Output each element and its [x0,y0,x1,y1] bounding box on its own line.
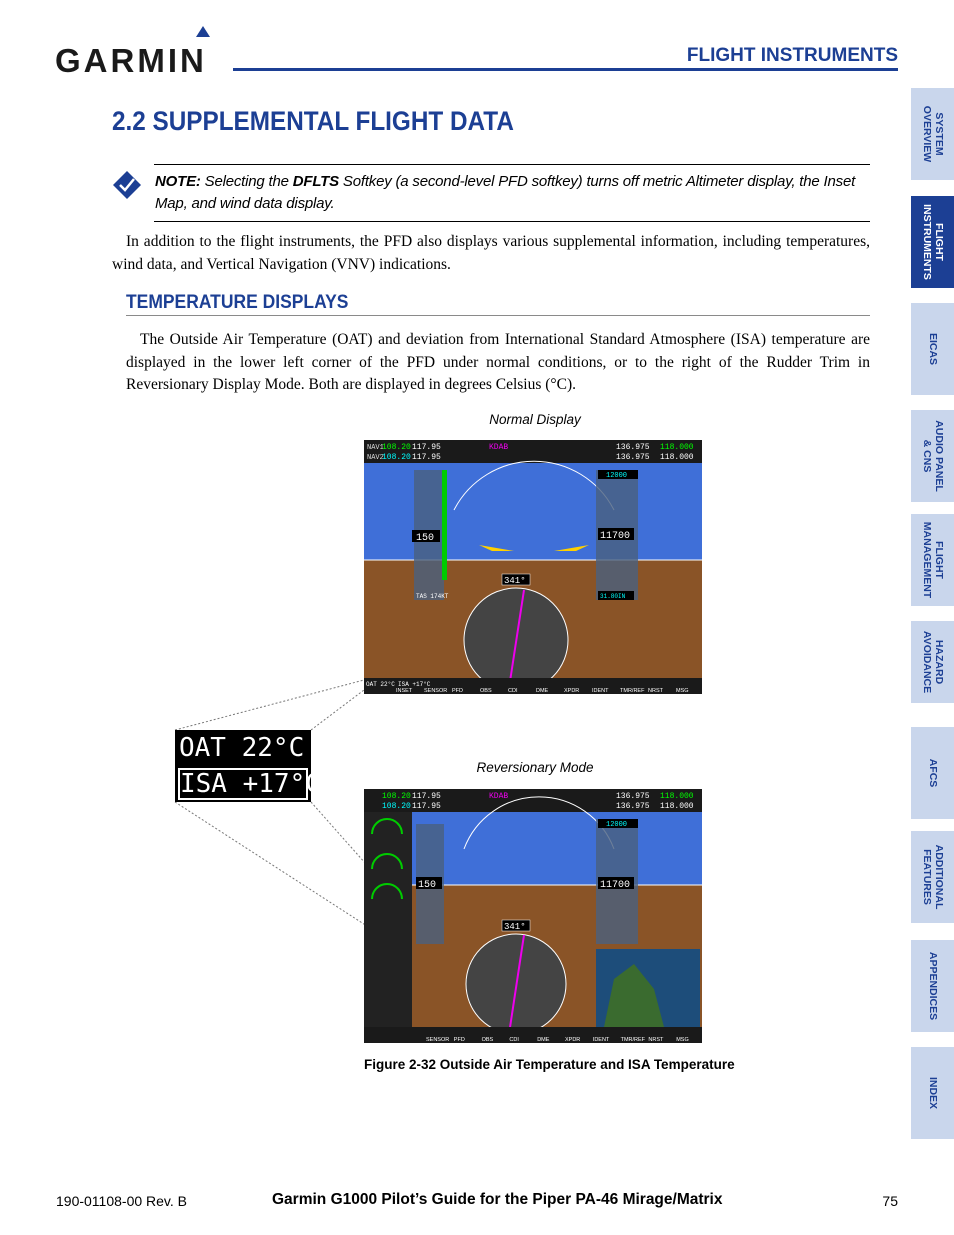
chapter-tab-0[interactable] [911,88,954,180]
chapter-tab-label: INDEX [926,1076,939,1110]
chapter-tab-7[interactable] [911,831,954,923]
svg-text:117.95: 117.95 [412,443,441,452]
chapter-tab-9[interactable] [911,1047,954,1139]
svg-text:12000: 12000 [606,821,628,829]
svg-text:11700: 11700 [600,880,631,891]
oat-isa-zoom [175,730,321,802]
svg-text:150: 150 [416,533,435,544]
svg-text:118.000: 118.000 [660,792,694,801]
pfd-softkey: XPDR [564,688,580,694]
svg-text:117.95: 117.95 [412,453,441,462]
svg-text:150: 150 [418,880,437,891]
chapter-tab-label: HAZARD AVOIDANCE [920,630,945,694]
svg-text:108.20: 108.20 [382,443,411,452]
svg-text:117.95: 117.95 [412,802,441,811]
chapter-tab-4[interactable] [911,514,954,606]
svg-text:12000: 12000 [606,472,628,480]
section-name: FLIGHT INSTRUMENTS [686,45,898,66]
svg-text:OAT 22°C: OAT 22°C [366,681,395,688]
note-softkey: DFLTS [292,173,339,190]
pfd-normal-display [364,440,702,694]
pfd-softkey: DME [536,688,549,694]
svg-text:KDAB: KDAB [489,443,509,452]
pfd-softkey: NRST [648,688,663,694]
svg-text:341°: 341° [504,922,526,932]
page-number: 75 [882,1193,898,1209]
chapter-tab-label: AFCS [926,758,939,788]
pfd-softkey: TMR/REF [620,688,645,694]
pfd-softkey: IDENT [592,688,609,694]
chapter-tab-label: ADDITIONAL FEATURES [920,844,945,910]
svg-text:31.80IN: 31.80IN [600,593,626,600]
pfd-softkey: NRST [648,1037,664,1043]
chapter-tab-5[interactable] [911,621,954,703]
svg-text:NAV1: NAV1 [367,444,384,452]
chapter-tab-6[interactable] [911,727,954,819]
pfd-softkey: OBS [480,688,492,694]
svg-text:108.20: 108.20 [382,802,411,811]
svg-text:136.975: 136.975 [616,792,650,801]
pfd-softkey: IDENT [592,1037,610,1043]
svg-text:136.975: 136.975 [616,443,650,452]
chapter-tab-8[interactable] [911,940,954,1032]
pfd-reversionary-display [364,789,702,1043]
svg-text:118.000: 118.000 [660,453,694,462]
figure-caption: Figure 2-32 Outside Air Temperature and ISA Temperature [364,1057,735,1072]
svg-text:108.20: 108.20 [382,792,411,801]
svg-text:117.95: 117.95 [412,792,441,801]
pfd-softkey: SENSOR [424,688,448,694]
oat-readout: OAT 22°C [179,733,305,763]
svg-text:341°: 341° [504,576,526,586]
normal-display-caption: Normal Display [489,412,581,427]
chapter-tab-label: EICAS [926,332,939,366]
pfd-softkey: INSET [396,688,413,694]
svg-text:KDAB: KDAB [489,792,509,801]
svg-text:ISA +17°C: ISA +17°C [398,681,431,688]
chapter-tab-3[interactable] [911,410,954,502]
pfd-softkey: CDI [509,1037,519,1043]
svg-text:136.975: 136.975 [616,453,650,462]
footer-doc-number: 190-01108-00 Rev. B [56,1193,188,1209]
svg-text:NAV2: NAV2 [367,454,384,462]
svg-text:118.000: 118.000 [660,443,694,452]
pfd-softkey: PFD [452,688,463,694]
subsection-heading: TEMPERATURE DISPLAYS [126,292,349,313]
note-text-after: Softkey (a second-level PFD softkey) turns off metric Altimeter display, the Inset Map, and wind data display. [155,173,856,212]
footer-guide-title: Garmin G1000 Pilot’s Guide for the Piper PA-46 Mirage/Matrix [272,1191,723,1208]
chapter-tab-label: SYSTEM OVERVIEW [920,105,945,163]
isa-readout: ISA +17°C [180,769,321,799]
chapter-tab-label: FLIGHT INSTRUMENTS [920,204,945,280]
svg-text:118.000: 118.000 [660,802,694,811]
reversionary-mode-caption: Reversionary Mode [476,760,594,775]
pfd-softkey: OBS [481,1037,494,1043]
pfd-softkey: XPDR [565,1037,581,1043]
chapter-tab-2[interactable] [911,303,954,395]
pfd-softkey: SENSOR [426,1037,450,1043]
page-title: 2.2 SUPPLEMENTAL FLIGHT DATA [112,106,514,136]
chapter-tab-label: FLIGHT MANAGEMENT [920,521,945,599]
note-text-before: Selecting the [200,173,293,190]
temperature-paragraph: The Outside Air Temperature (OAT) and deviation from International Standard Atmosphere (ISA) temperature are displayed in the lower left corner of the PFD under normal conditions, or to the right of the Rudder Trim in Reversionary Display Mode. Both are displayed in degrees Celsius (°C). [126,331,870,393]
pfd-softkey: DME [537,1037,550,1043]
logo-wordmark: GARMIN [55,42,207,78]
note-label: NOTE: [155,173,201,190]
intro-paragraph: In addition to the flight instruments, the PFD also displays various supplemental information, including temperatures, wind data, and Vertical Navigation (VNV) indications. [112,233,870,273]
chapter-tab-1[interactable] [911,196,954,288]
pfd-softkey: PFD [453,1037,465,1043]
svg-text:108.20: 108.20 [382,453,411,462]
chapter-tab-label: AUDIO PANEL & CNS [920,420,945,492]
pfd-softkey: MSG [676,1037,689,1043]
pfd-softkey: CDI [508,688,518,694]
svg-text:11700: 11700 [600,531,631,542]
pfd-softkey: TMR/REF [620,1037,646,1043]
chapter-tab-label: APPENDICES [926,951,939,1021]
pfd-softkey: MSG [676,688,689,694]
svg-text:TAS 174KT: TAS 174KT [416,593,449,600]
svg-text:136.975: 136.975 [616,802,650,811]
